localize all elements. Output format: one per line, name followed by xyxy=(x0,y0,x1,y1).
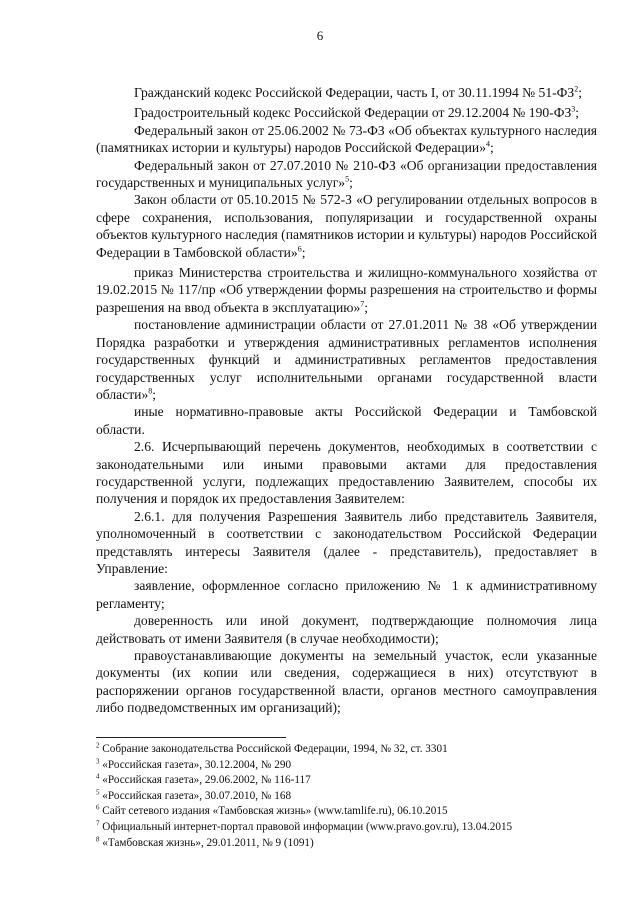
footnote-item: $^8$ «Тамбовская жизнь», 29.01.2011, № 9 (1091) xyxy=(96,834,314,849)
footnote-item: $^5$ «Российская газета», 30.07.2010, № 168 xyxy=(96,788,292,802)
paragraph-ministry-order: приказ Министерства строительства и жилищно-коммунального хозяйства от 19.02.2015 № 117/пр «Об утверждении формы разрешения на строительство и формы разрешения на ввод объекта в эксплуатацию»$^7$; xyxy=(96,265,597,315)
paragraph-civil-code: Гражданский кодекс Российской Федерации, часть I, от 30.11.1994 № $51-ФЗ^2$; xyxy=(134,84,582,100)
footnote-ref: 8 xyxy=(148,386,153,396)
paragraph-federal-law-210: Федеральный закон от 27.07.2010 № 210-ФЗ «Об организации предоставления государственных и муниципальных услуг»$^5$; xyxy=(96,157,597,191)
paragraph-other-acts: иные нормативно-правовые акты Российской Федерации и Тамбовской области. xyxy=(96,404,597,437)
footnote-item: $^4$ «Российская газета», 29.06.2002, № 116-117 xyxy=(96,772,311,787)
footnote-item: $^3$ «Российская газета», 30.12.2004, № 290 xyxy=(96,756,292,771)
footnote-item: $^7$ Официальный интернет-портал правовой информации (www.pravo.gov.ru), 13.04.2015 xyxy=(96,819,513,833)
footnote-divider xyxy=(96,737,286,738)
footnotes xyxy=(96,742,597,851)
list-item-application: заявление, оформленное согласно приложению № 1 к административному регламенту; xyxy=(96,578,597,611)
paragraph-2-6-1: 2.6.1. для получения Разрешения Заявитель либо представитель Заявителя, уполномоченный в соответствии с законодательством Российской Федерации представлять интересы Заявителя (далее - представитель), предоставляет в Управление: xyxy=(96,508,597,576)
paragraph-2-6: 2.6. Исчерпывающий перечень документов, необходимых в соответствии с законодательными или иными правовыми актами для предоставления государственной услуги, подлежащих предоставлению Заявителем, способы их получения и порядок их предоставления Заявителем: xyxy=(96,439,597,507)
body-text xyxy=(96,84,597,717)
footnote-item: $^2$ Собрание законодательства Российской Федерации, 1994, № 32, ст. 3301 xyxy=(96,741,448,755)
footnote-ref: 6 xyxy=(297,244,302,254)
page-number: 6 xyxy=(316,28,324,43)
paragraph-regional-law-572: Закон области от 05.10.2015 № 572-З «О регулировании отдельных вопросов в сфере сохранения, использования, популяризации и государственной охраны объектов культурного наследия (памятников истории и культуры) народов Российской Федерации в Тамбовской области»$^6$; xyxy=(96,192,597,260)
footnote-ref: 7 xyxy=(360,299,365,309)
footnote-ref: 5 xyxy=(345,174,350,184)
footnote-ref: 4 xyxy=(486,139,491,149)
list-item-title-documents: правоустанавливающие документы на земельный участок, если указанные документы (их копии или сведения, содержащиеся в них) отсутствуют в распоряжении органов государственной власти, органов местного самоуправления либо подведомственных им организаций); xyxy=(96,648,597,716)
footnote-item: $^6$ Сайт сетевого издания «Тамбовская жизнь» (www.tamlife.ru), 06.10.2015 xyxy=(96,803,448,818)
footnote-ref: 2 xyxy=(574,84,579,94)
footnote-ref: 3 xyxy=(571,104,576,114)
paragraph-urban-planning-code: Градостроительный кодекс Российской Федерации от 29.12.2004 № $190-ФЗ^3$; xyxy=(134,104,580,121)
paragraph-federal-law-73: Федеральный закон от 25.06.2002 № 73-ФЗ «Об объектах культурного наследия (памятниках истории и культуры) народов Российской Федерации»$^4$; xyxy=(96,122,597,156)
paragraph-resolution-38: постановление администрации области от 27.01.2011 № 38 «Об утверждении Порядка разработки и утверждения административных регламентов исполнения государственных функций и административных регламентов предоставления государственных услуг исполнительными органами государственной власти области»$^8$; xyxy=(96,317,597,402)
list-item-power-of-attorney: доверенность или иной документ, подтверждающие полномочия лица действовать от имени Заявителя (в случае необходимости); xyxy=(96,613,597,646)
